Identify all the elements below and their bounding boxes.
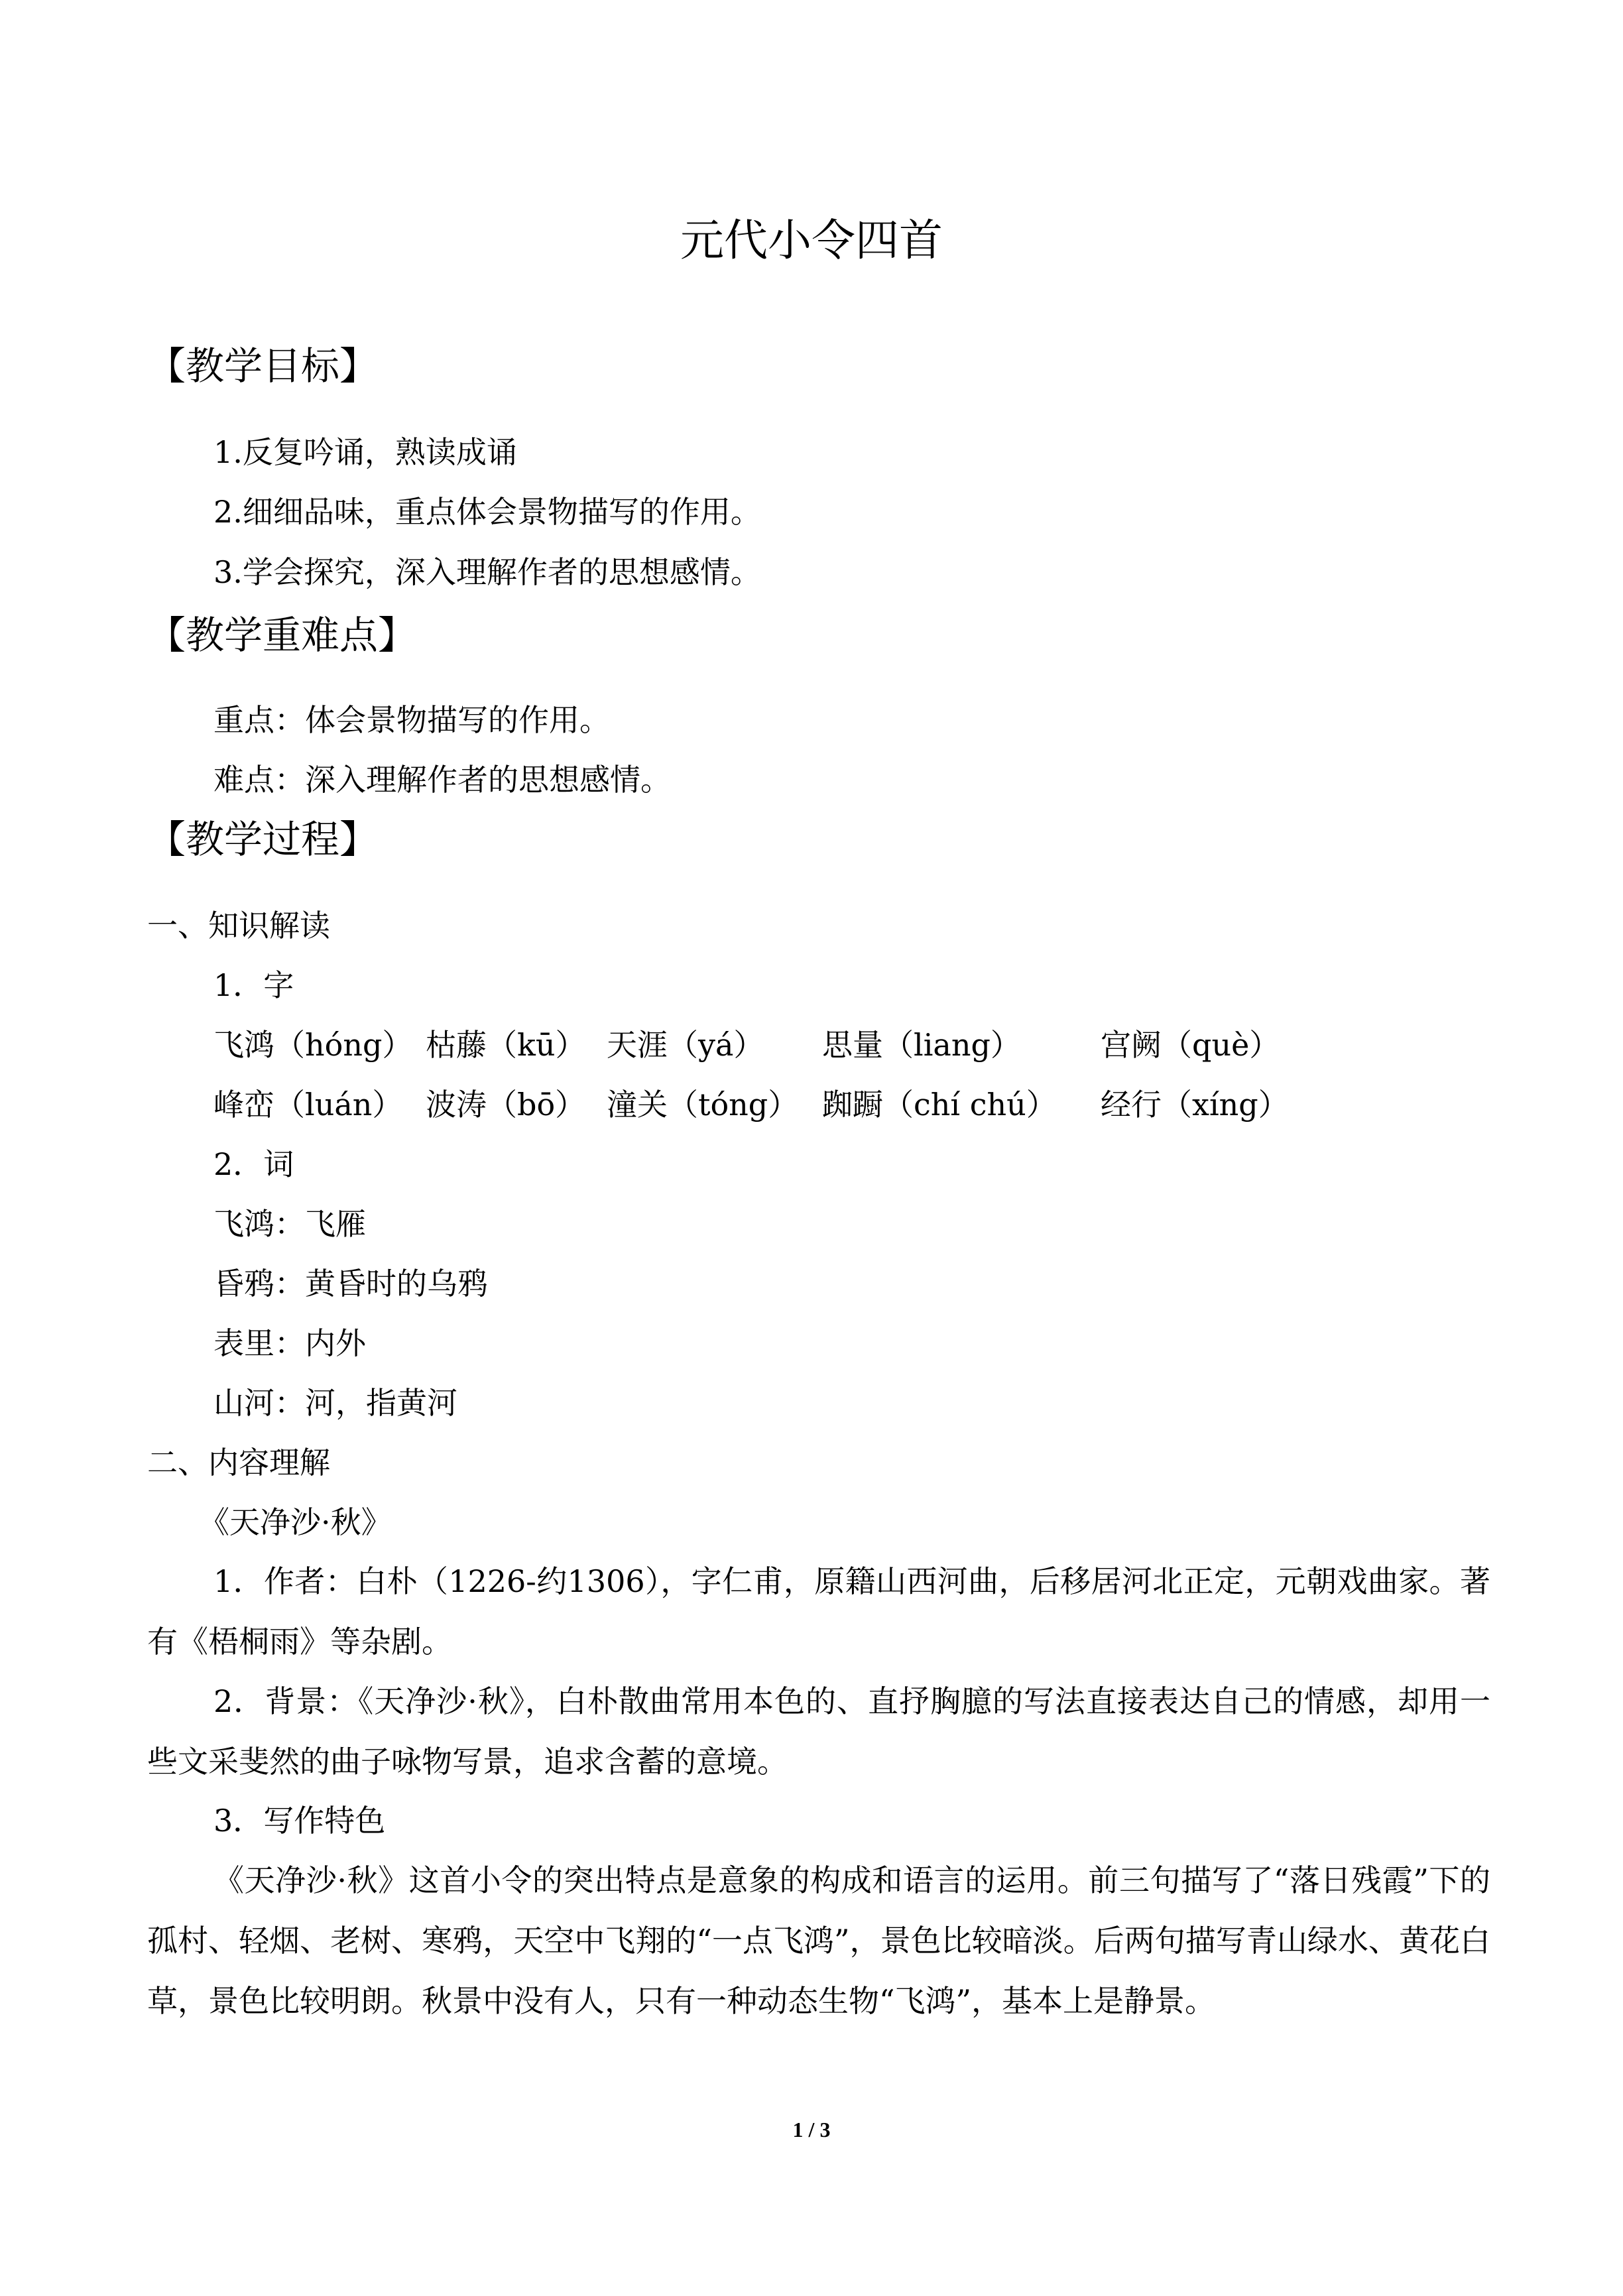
char-entry: 经行（xíng） bbox=[1101, 1087, 1289, 1122]
key-points-heading: 【教学重难点】 bbox=[147, 613, 417, 658]
char-entry: 踟蹰（chí chú） bbox=[822, 1087, 1057, 1122]
goals-heading: 【教学目标】 bbox=[147, 343, 379, 389]
key-point-item: 重点：体会景物描写的作用。 bbox=[213, 702, 610, 738]
goal-item: 2.细细品味，重点体会景物描写的作用。 bbox=[213, 494, 761, 530]
char-entry: 峰峦（luán） bbox=[213, 1087, 403, 1122]
char-entry: 波涛（bō） bbox=[426, 1087, 586, 1122]
goal-item: 3.学会探究，深入理解作者的思想感情。 bbox=[213, 554, 761, 590]
char-entry: 思量（liang） bbox=[822, 1027, 1021, 1063]
background-paragraph: 2．背景：《天净沙·秋》，白朴散曲常用本色的、直抒胸臆的写法直接表达自己的情感，却用一些文采斐然的曲子咏物写景，追求含蓄的意境。 bbox=[147, 1683, 1490, 1780]
author-paragraph: 1．作者：白朴（1226-约1306），字仁甫，原籍山西河曲，后移居河北正定，元朝戏曲家。著有《梧桐雨》等杂剧。 bbox=[147, 1563, 1490, 1660]
char-entry: 枯藤（kū） bbox=[426, 1027, 586, 1063]
word-entry: 飞鸿：飞雁 bbox=[213, 1206, 366, 1242]
words-subheading: 2．词 bbox=[213, 1146, 294, 1182]
page-number: 1 / 3 bbox=[792, 2118, 831, 2142]
poem-title: 《天净沙·秋》 bbox=[199, 1504, 392, 1540]
key-point-item: 难点：深入理解作者的思想感情。 bbox=[213, 762, 671, 798]
process-heading: 【教学过程】 bbox=[147, 817, 379, 862]
char-entry: 潼关（tóng） bbox=[607, 1087, 799, 1122]
char-entry: 宫阙（què） bbox=[1101, 1027, 1280, 1063]
feature-paragraph: 《天净沙·秋》这首小令的突出特点是意象的构成和语言的运用。前三句描写了“落日残霞”下的孤村、轻烟、老树、寒鸦，天空中飞翔的“一点飞鸿”，景色比较暗淡。后两句描写青山绿水、黄花白草，景色比较明朗。秋景中没有人，只有一种动态生物“飞鸿”，基本上是静景。 bbox=[147, 1862, 1490, 2019]
part1-title: 一、知识解读 bbox=[147, 908, 330, 943]
goal-item: 1.反复吟诵，熟读成诵 bbox=[213, 434, 517, 470]
char-entry: 飞鸿（hóng） bbox=[213, 1027, 413, 1063]
chars-subheading: 1．字 bbox=[213, 967, 294, 1003]
feature-subheading: 3．写作特色 bbox=[213, 1803, 386, 1839]
word-entry: 表里：内外 bbox=[213, 1325, 366, 1361]
part2-title: 二、内容理解 bbox=[147, 1445, 330, 1480]
document-title: 元代小令四首 bbox=[680, 215, 943, 266]
char-entry: 天涯（yá） bbox=[607, 1027, 764, 1063]
word-entry: 山河：河，指黄河 bbox=[213, 1385, 457, 1421]
word-entry: 昏鸦：黄昏时的乌鸦 bbox=[213, 1266, 488, 1301]
